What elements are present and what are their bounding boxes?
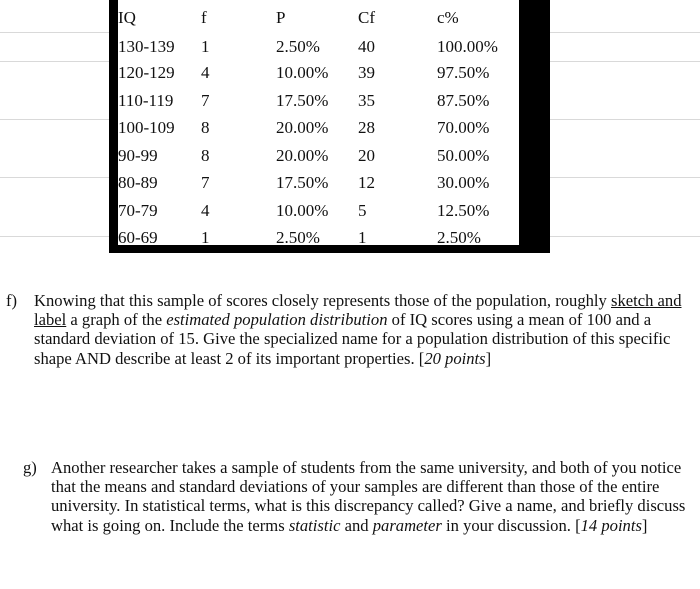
question-f-points: 20 points xyxy=(424,348,486,368)
cell-p: 2.50% xyxy=(276,37,320,56)
cell-cf: 35 xyxy=(358,91,375,110)
question-f-label: f) xyxy=(6,291,18,310)
cell-f: 1 xyxy=(201,37,210,56)
cell-p: 2.50% xyxy=(276,228,320,247)
cell-cpercent: 2.50% xyxy=(437,228,481,247)
cell-f: 4 xyxy=(201,201,210,220)
question-g-text-part: and xyxy=(340,515,373,535)
cell-cf: 20 xyxy=(358,146,375,165)
cell-cpercent: 100.00% xyxy=(437,37,498,56)
header-iq: IQ xyxy=(118,8,136,27)
header-cf: Cf xyxy=(358,8,375,27)
question-g-points: 14 points xyxy=(580,515,642,535)
question-f-text-part: Knowing that this sample of scores closely represents those of the population, roughly xyxy=(34,291,607,310)
cell-p: 10.00% xyxy=(276,63,329,82)
cell-iq: 90-99 xyxy=(118,146,158,165)
cell-iq: 100-109 xyxy=(118,118,175,137)
cell-p: 17.50% xyxy=(276,173,329,192)
question-g-text-part: in your discussion. [ xyxy=(441,515,581,535)
cell-cpercent: 87.50% xyxy=(437,91,490,110)
table-border-bottom xyxy=(109,245,550,253)
cell-cpercent: 50.00% xyxy=(437,146,490,165)
question-f-italic: estimated population distribution xyxy=(166,310,388,330)
header-p: P xyxy=(276,8,286,27)
table-border-right xyxy=(519,0,550,253)
question-g-text-part: Another researcher takes a sample of students from the same university, and both of you notice that the means and standard deviations of your samples are different than those of the entire university. In statistical terms, what is this discrepancy called? Give a name, and briefly discuss what is going on. Include the terms xyxy=(51,458,686,535)
cell-f: 7 xyxy=(201,91,210,110)
question-f-text-part: ] xyxy=(485,348,492,368)
cell-cpercent: 70.00% xyxy=(437,118,490,137)
cell-f: 1 xyxy=(201,228,210,247)
cell-cf: 12 xyxy=(358,173,375,192)
cell-iq: 80-89 xyxy=(118,173,158,192)
cell-f: 7 xyxy=(201,173,210,192)
cell-cf: 1 xyxy=(358,228,367,247)
question-f-text-part: a graph of the xyxy=(66,310,167,330)
cell-iq: 120-129 xyxy=(118,63,175,82)
table-border-left xyxy=(109,0,118,253)
cell-iq: 70-79 xyxy=(118,201,158,220)
cell-cf: 28 xyxy=(358,118,375,137)
question-g-text xyxy=(51,458,696,535)
cell-cf: 40 xyxy=(358,37,375,56)
cell-iq: 60-69 xyxy=(118,228,158,247)
cell-cf: 5 xyxy=(358,201,367,220)
cell-p: 20.00% xyxy=(276,146,329,165)
cell-f: 4 xyxy=(201,63,210,82)
question-g-label: g) xyxy=(23,458,37,477)
question-g-italic: parameter xyxy=(372,515,442,535)
cell-iq: 130-139 xyxy=(118,37,175,56)
header-cpercent: c% xyxy=(437,8,459,27)
cell-cpercent: 97.50% xyxy=(437,63,490,82)
cell-cpercent: 12.50% xyxy=(437,201,490,220)
cell-f: 8 xyxy=(201,146,210,165)
question-g-italic: statistic xyxy=(288,515,341,535)
cell-iq: 110-119 xyxy=(118,91,174,110)
question-g-text-part: ] xyxy=(641,515,648,535)
question-f-text xyxy=(34,291,694,368)
cell-cpercent: 30.00% xyxy=(437,173,490,192)
cell-p: 10.00% xyxy=(276,201,329,220)
question-f-underlined: sketch and label xyxy=(34,291,682,330)
question-f-text-part: of IQ scores using a mean of 100 and a standard deviation of 15. Give the specialized name for a population distribution of this specific shape AND describe at least 2 of its important properties. [ xyxy=(34,310,671,368)
cell-p: 17.50% xyxy=(276,91,329,110)
cell-p: 20.00% xyxy=(276,118,329,137)
cell-cf: 39 xyxy=(358,63,375,82)
cell-f: 8 xyxy=(201,118,210,137)
header-f: f xyxy=(201,8,207,27)
